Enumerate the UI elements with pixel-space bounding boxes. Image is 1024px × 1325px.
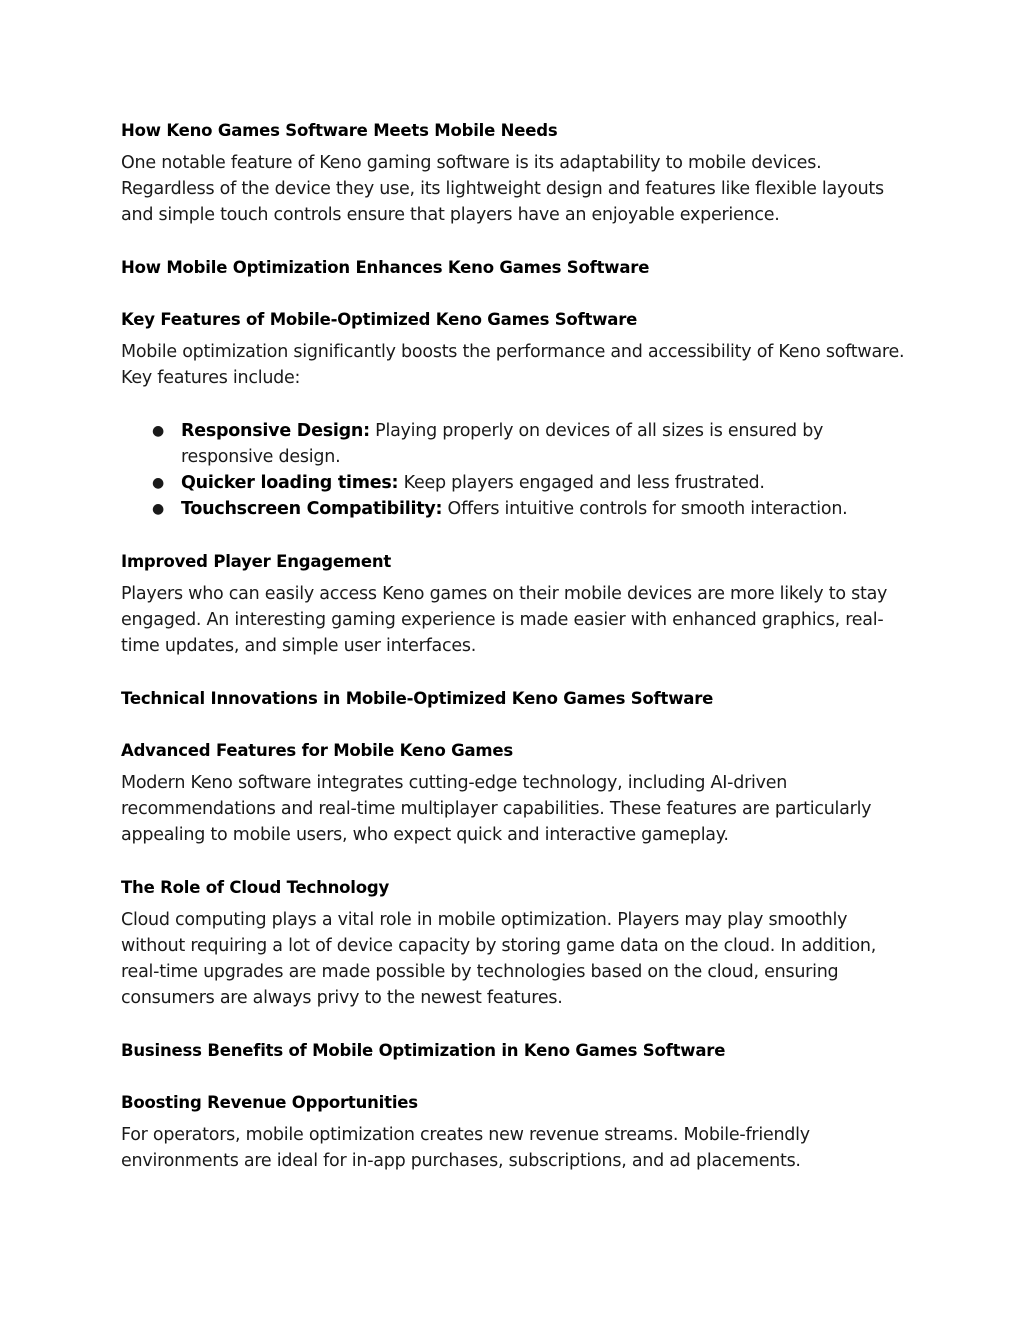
list-item — [121, 496, 911, 522]
section-heading-key-features: Key Features of Mobile-Optimized Keno Games Software — [121, 310, 638, 329]
list-item — [121, 470, 911, 496]
section-heading-advanced-features: Advanced Features for Mobile Keno Games — [121, 741, 514, 760]
bullet-icon: ● — [152, 423, 164, 439]
feature-text: Playing properly on devices of all sizes is ensured by responsive design. — [181, 421, 824, 467]
feature-label: Quicker loading times: — [181, 473, 399, 493]
section-body-advanced-features: Modern Keno software integrates cutting-edge technology, including AI-driven recommendations and real-time multiplayer capabilities. These features are particularly appealing to mobile users, who expect quick and interactive gameplay. — [121, 773, 872, 845]
feature-list — [121, 418, 911, 522]
feature-text: Offers intuitive controls for smooth interaction. — [442, 499, 848, 519]
section-heading-technical-innovations: Technical Innovations in Mobile-Optimized Keno Games Software — [121, 689, 714, 708]
list-item — [121, 418, 911, 470]
feature-text: Keep players engaged and less frustrated. — [398, 473, 765, 493]
bullet-icon: ● — [152, 475, 164, 491]
section-body-player-engagement: Players who can easily access Keno games on their mobile devices are more likely to stay engaged. An interesting gaming experience is made easier with enhanced graphics, real-time updates, and simple user interfaces. — [121, 584, 888, 656]
feature-label: Responsive Design: — [181, 421, 370, 441]
section-body-key-features: Mobile optimization significantly boosts the performance and accessibility of Keno software. Key features include: — [121, 342, 905, 388]
feature-label: Touchscreen Compatibility: — [181, 499, 443, 519]
section-body-cloud-technology: Cloud computing plays a vital role in mobile optimization. Players may play smoothly without requiring a lot of device capacity by storing game data on the cloud. In addition, real-time upgrades are made possible by technologies based on the cloud, ensuring consumers are always privy to the newest features. — [121, 910, 877, 1008]
section-heading-mobile-optimization: How Mobile Optimization Enhances Keno Games Software — [121, 258, 650, 277]
section-heading-player-engagement: Improved Player Engagement — [121, 552, 392, 571]
section-heading-cloud-technology: The Role of Cloud Technology — [121, 878, 390, 897]
section-heading-revenue: Boosting Revenue Opportunities — [121, 1093, 418, 1112]
bullet-icon: ● — [152, 501, 164, 517]
section-heading-mobile-needs: How Keno Games Software Meets Mobile Needs — [121, 121, 558, 140]
document-page — [121, 118, 911, 1174]
section-body-mobile-needs: One notable feature of Keno gaming software is its adaptability to mobile devices. Regardless of the device they use, its lightweight design and features like flexible layouts and simple touch controls ensure that players have an enjoyable experience. — [121, 153, 884, 225]
section-heading-business-benefits: Business Benefits of Mobile Optimization in Keno Games Software — [121, 1041, 726, 1060]
section-body-revenue: For operators, mobile optimization creates new revenue streams. Mobile-friendly environments are ideal for in-app purchases, subscriptions, and ad placements. — [121, 1125, 810, 1171]
